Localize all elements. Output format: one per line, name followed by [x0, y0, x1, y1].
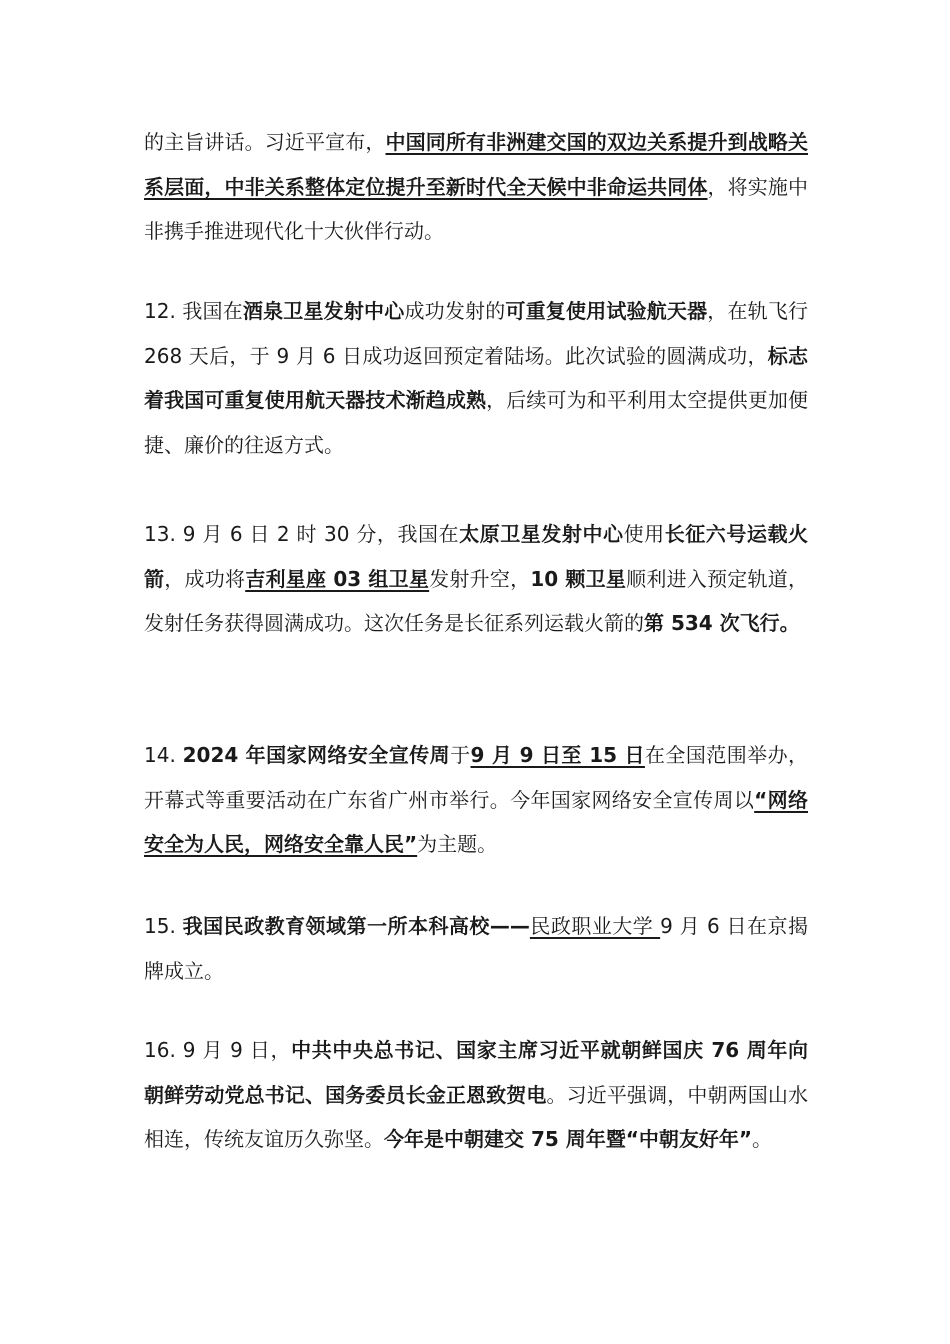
- text-segment: 顺利进入预定轨道，发射任务获得圆满成功。这次任务是长征系列运载火箭的: [144, 566, 809, 635]
- text-segment: 。: [752, 1127, 773, 1151]
- paragraph-item-15: [144, 904, 808, 993]
- text-segment: ，将实施中非携手推进现代化十大伙伴行动。: [144, 174, 808, 243]
- text-segment-bold: 太原卫星发射中心: [459, 522, 624, 546]
- text-segment: 成功发射的: [404, 299, 506, 323]
- paragraph-11-continued: [144, 120, 808, 254]
- text-segment: ，成功将: [164, 566, 246, 591]
- text-segment-bold-underline: 中国同所有非洲建交国的双边关系提升到战略关系层面，中非关系整体定位提升至新时代全天候中非命运共同体: [144, 130, 808, 199]
- text-segment: ，在轨飞行 268 天后，于 9 月 6 日成功返回预定着陆场。此次试验的圆满成功，: [144, 299, 809, 368]
- text-segment: 为主题。: [417, 832, 498, 856]
- text-segment-bold-underline: “网络安全为人民，网络安全靠人民”: [144, 787, 808, 856]
- paragraph-item-14: [144, 733, 808, 867]
- text-segment-bold-underline: 9 月 9 日至 15 日: [470, 743, 645, 767]
- item-number: 15.: [144, 914, 183, 938]
- text-segment: 在全国范围举办，开幕式等重要活动在广东省广州市举行。今年国家网络安全宣传周以: [144, 743, 809, 812]
- paragraph-item-12: [144, 289, 808, 467]
- text-segment: ，后续可为和平利用太空提供更加便捷、廉价的往返方式。: [144, 388, 808, 457]
- text-segment: 的主旨讲话。习近平宣布，: [144, 130, 386, 154]
- text-segment-bold: 今年是中朝建交 75 周年暨“中朝友好年”: [384, 1127, 753, 1151]
- item-number: 13. 9 月 6 日 2 时 30 分，我国在: [144, 522, 460, 546]
- text-segment: 于: [450, 743, 471, 767]
- text-segment-bold: 酒泉卫星发射中心: [242, 299, 405, 323]
- text-segment-bold: 长征六号运载火箭: [144, 522, 809, 591]
- text-segment-bold: 2024 年国家网络安全宣传周: [182, 743, 451, 767]
- text-segment-bold: 可重复使用试验航天器: [505, 299, 708, 323]
- paragraph-item-13: [144, 512, 808, 646]
- item-number: 16. 9 月 9 日，: [144, 1038, 292, 1062]
- paragraph-item-16: [144, 1028, 808, 1162]
- text-segment-bold-underline: 吉利星座 03 组卫星: [245, 566, 430, 591]
- text-segment-bold: 中共中央总书记、国家主席习近平就朝鲜国庆 76 周年向朝鲜劳动党总书记、国务委员长金正恩致贺电: [144, 1038, 808, 1107]
- text-segment-bold: 标志着我国可重复使用航天器技术渐趋成熟: [144, 343, 809, 412]
- text-segment: 发射升空，: [429, 566, 531, 591]
- text-segment-bold: 10 颗卫星: [530, 566, 627, 591]
- text-segment: 。习近平强调，中朝两国山水相连，传统友谊历久弥坚。: [144, 1082, 808, 1151]
- text-segment-bold: 第 534 次飞行。: [644, 611, 800, 635]
- text-segment: 9 月 6 日在京揭牌成立。: [144, 914, 809, 983]
- text-segment-bold: 我国民政教育领域第一所本科高校——: [182, 914, 530, 938]
- text-segment-underline: 民政职业大学: [529, 914, 661, 938]
- item-number: 12. 我国在: [144, 299, 243, 323]
- text-segment: 使用: [623, 522, 665, 546]
- item-number: 14.: [144, 743, 183, 767]
